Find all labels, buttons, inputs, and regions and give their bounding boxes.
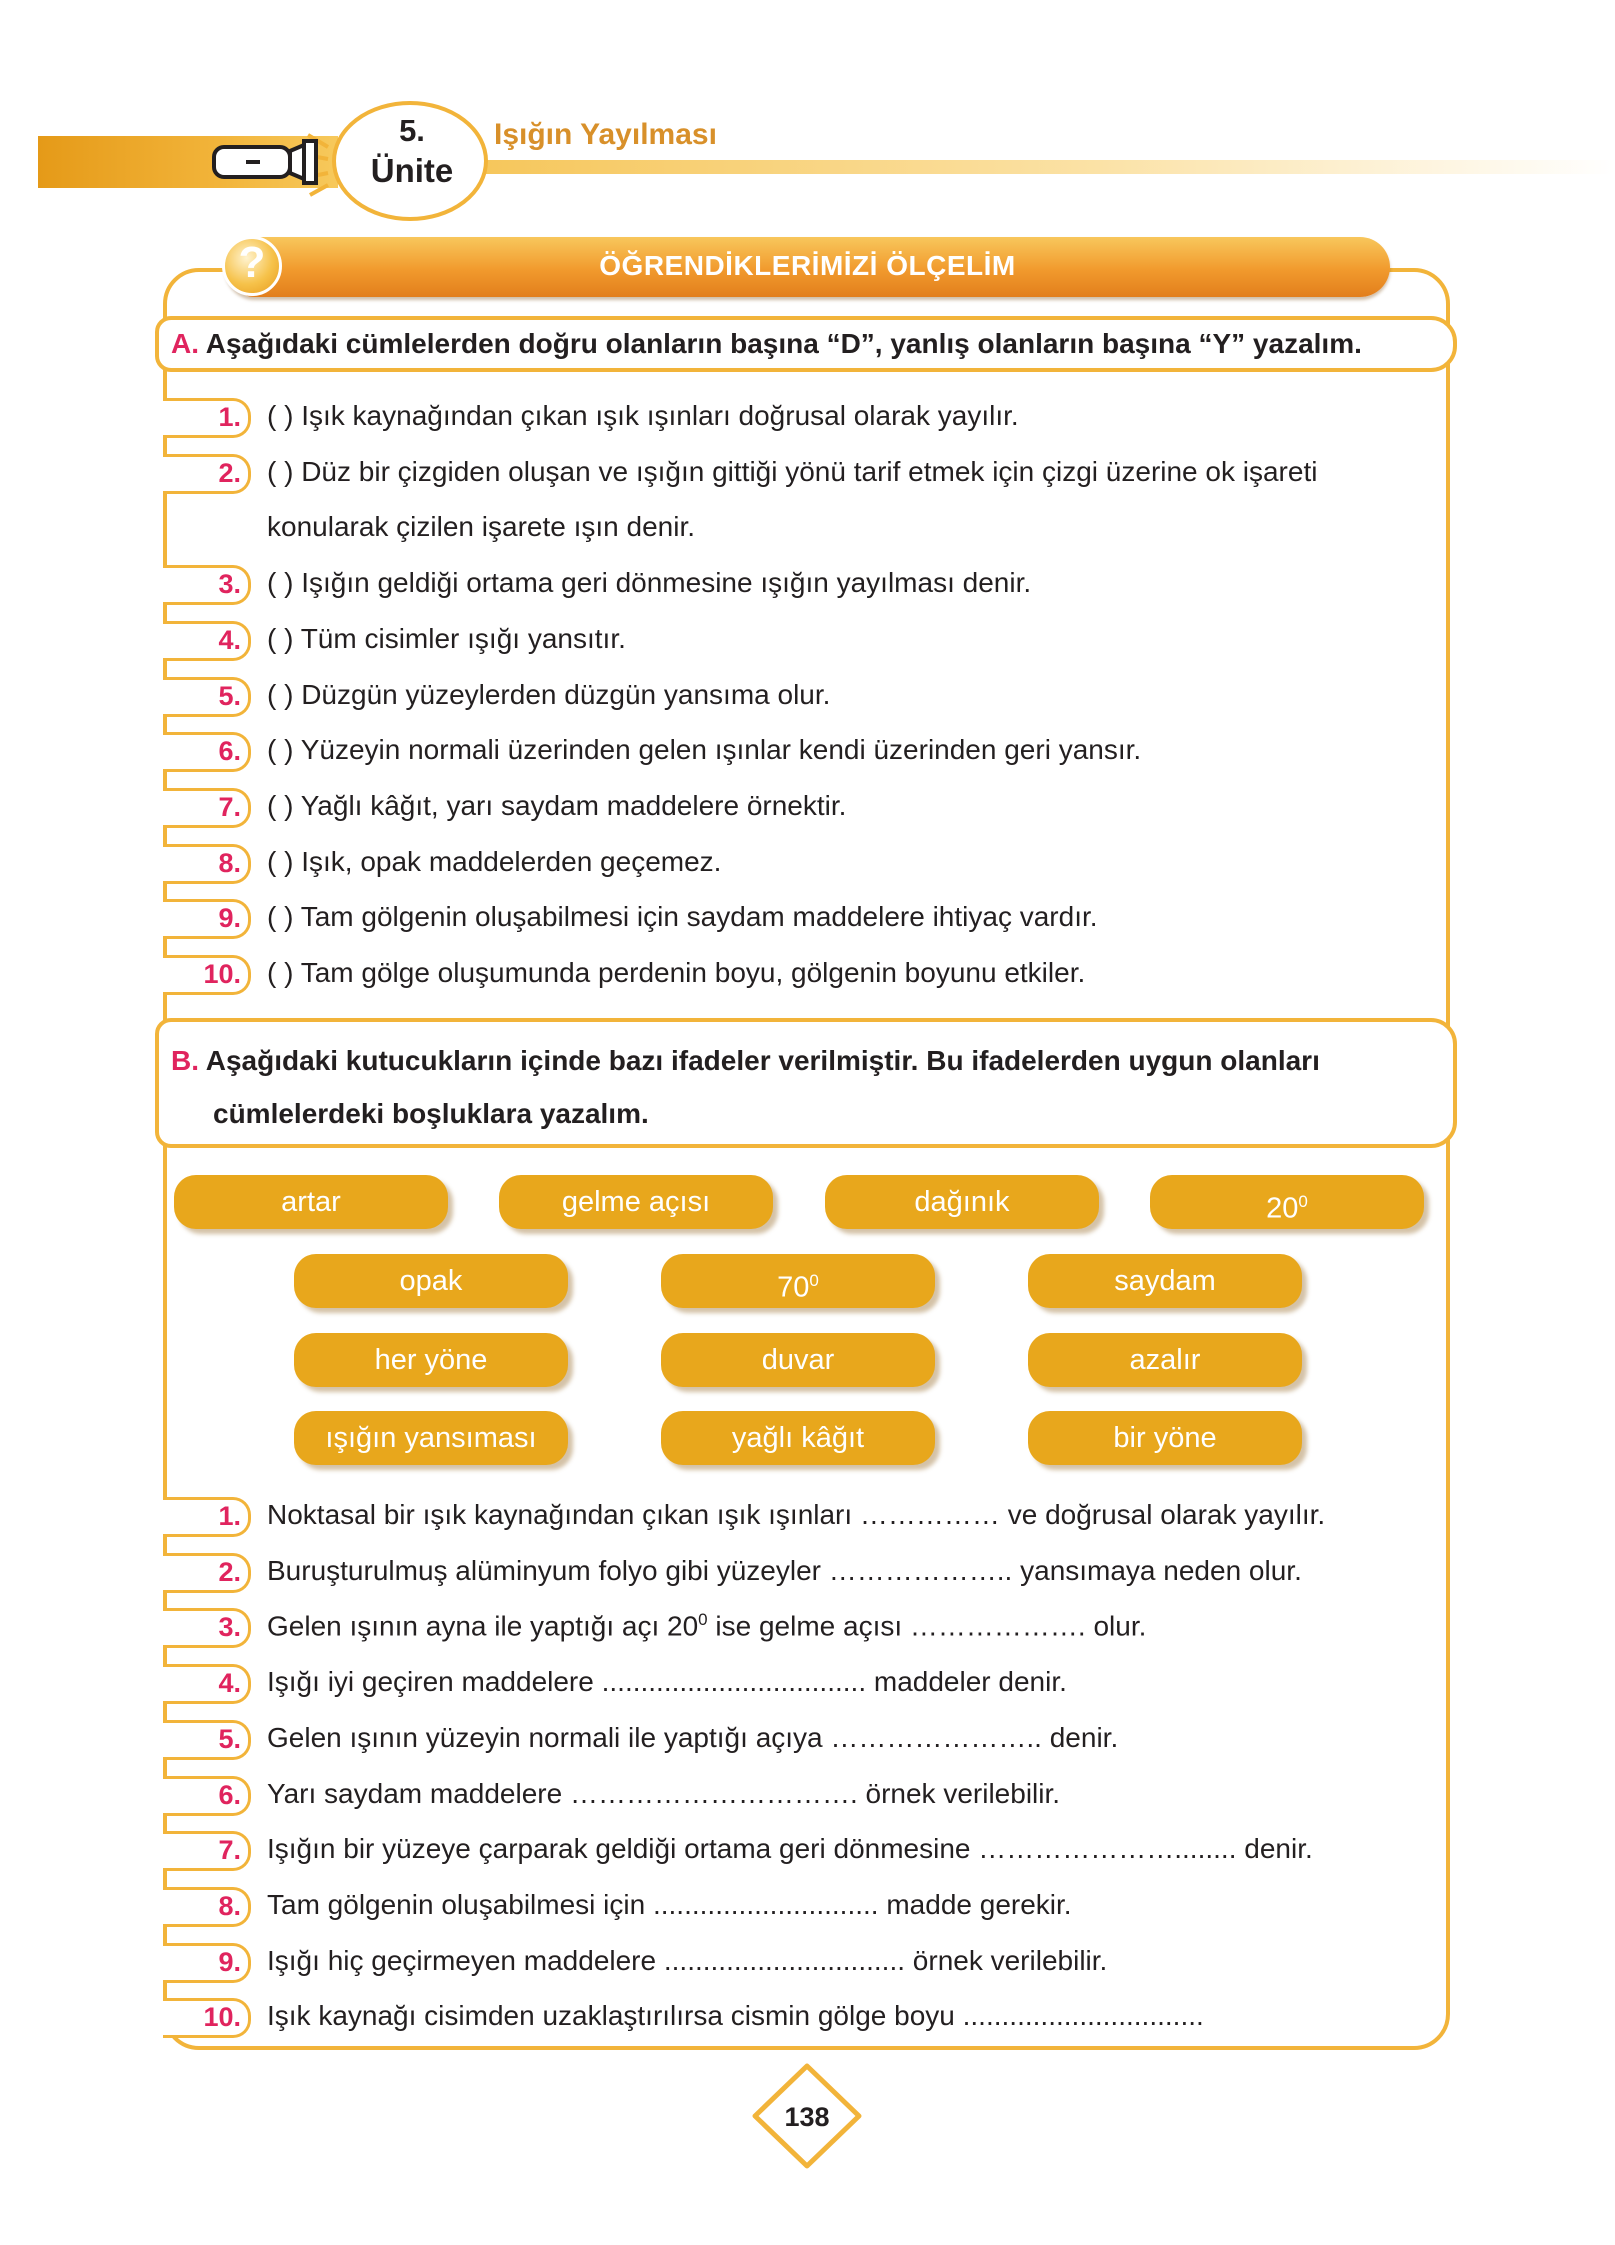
section-b-instruction-line1 <box>171 1045 1320 1077</box>
word-chip <box>499 1175 773 1229</box>
unit-number: 5. <box>399 113 425 148</box>
item-number: 9. <box>218 1946 241 1977</box>
chip-superscript: 0 <box>1298 1192 1308 1211</box>
fill-in-sentence <box>267 1945 1107 1977</box>
item-number: 3. <box>218 1612 241 1643</box>
chip-text: azalır <box>1129 1344 1201 1376</box>
sentence-part: Gelen ışının ayna ile yaptığı açı 20 <box>267 1610 699 1642</box>
sentence-part: Işık kaynağı cisimden uzaklaştırılırsa cismin gölge boyu ............................... <box>267 2000 1204 2032</box>
word-chip <box>294 1411 568 1465</box>
fill-in-sentence <box>267 1555 1302 1587</box>
fill-in-sentence <box>267 1833 1313 1865</box>
word-chip <box>1028 1254 1302 1308</box>
word-chip <box>661 1411 935 1465</box>
chip-text: dağınık <box>914 1186 1010 1218</box>
item-number: 9. <box>218 903 241 934</box>
chip-text: ışığın yansıması <box>325 1422 537 1454</box>
item-number: 1. <box>218 402 241 432</box>
chip-text: duvar <box>761 1344 835 1376</box>
word-chip <box>294 1254 568 1308</box>
item-number: 7. <box>218 1835 241 1866</box>
chip-text: opak <box>399 1265 463 1297</box>
item-number: 1. <box>218 1501 241 1531</box>
section-b-instruction-text-1: Aşağıdaki kutucukların içinde bazı ifadeler verilmiştir. Bu ifadelerden uygun olanları <box>205 1045 1320 1076</box>
item-number: 2. <box>218 457 241 488</box>
item-number: 4. <box>218 624 241 655</box>
fill-in-sentence <box>267 1610 1146 1642</box>
statement-text: ( ) Işık, opak maddelerden geçemez. <box>267 845 722 877</box>
statement-text: ( ) Tüm cisimler ışığı yansıtır. <box>267 622 626 654</box>
topic-title: Işığın Yayılması <box>494 118 717 151</box>
word-chip <box>1150 1175 1424 1229</box>
sentence-part: Buruşturulmuş alüminyum folyo gibi yüzeyler ……………….. yansımaya neden olur. <box>267 1554 1302 1586</box>
statement-text: ( ) Yüzeyin normali üzerinden gelen ışınlar kendi üzerinden geri yansır. <box>267 734 1142 766</box>
page-number: 138 <box>784 2102 830 2132</box>
unit-word: Ünite <box>370 152 454 189</box>
sentence-part: Tam gölgenin oluşabilmesi için ............................. madde gerekir. <box>267 1888 1072 1920</box>
item-number: 7. <box>218 791 241 822</box>
fill-in-sentence <box>267 2000 1204 2032</box>
chip-text: artar <box>281 1186 341 1218</box>
statement-text: ( ) Tam gölgenin oluşabilmesi için saydam maddelere ihtiyaç vardır. <box>267 901 1098 933</box>
question-mark: ? <box>238 238 266 287</box>
statement-text: ( ) Düzgün yüzeylerden düzgün yansıma olur. <box>267 678 831 710</box>
item-number: 3. <box>218 569 241 600</box>
banner-title: ÖĞRENDİKLERİMİZİ ÖLÇELİM <box>599 250 1016 281</box>
item-number: 8. <box>218 847 241 878</box>
section-a-instruction-text: Aşağıdaki cümlelerden doğru olanların başına “D”, yanlış olanların başına “Y” yazalım. <box>205 328 1362 359</box>
word-chip <box>661 1254 935 1308</box>
section-a-letter: A. <box>171 328 199 359</box>
chip-text: gelme açısı <box>561 1186 711 1218</box>
sentence-superscript: 0 <box>698 1610 708 1630</box>
section-b-instruction-line2: cümlelerdeki boşluklara yazalım. <box>213 1098 649 1129</box>
sentence-part: Noktasal bir ışık kaynağından çıkan ışık ışınları …………… ve doğrusal olarak yayılır. <box>267 1499 1326 1530</box>
statement-text: ( ) Yağlı kâğıt, yarı saydam maddelere örnektir. <box>267 789 847 821</box>
sentence-part: Gelen ışının yüzeyin normali ile yaptığı açıya ………………….. denir. <box>267 1721 1119 1753</box>
fill-in-sentence <box>267 1666 1067 1698</box>
item-number: 2. <box>218 1556 241 1587</box>
chip-text: 20 <box>1266 1192 1299 1225</box>
section-b-letter: B. <box>171 1045 199 1076</box>
chip-text: her yöne <box>374 1344 488 1376</box>
word-chip <box>825 1175 1099 1229</box>
item-number: 4. <box>218 1668 241 1699</box>
fill-in-sentence <box>267 1889 1072 1921</box>
fill-in-sentence <box>267 1778 1060 1810</box>
header-line <box>470 160 1615 174</box>
sentence-part: ise gelme açısı ………………. olur. <box>707 1610 1147 1642</box>
sentence-part: Işığı hiç geçirmeyen maddelere ............................... örnek verilebilir. <box>267 1944 1108 1976</box>
item-number: 10. <box>203 2002 241 2033</box>
item-number: 8. <box>218 1890 241 1921</box>
sentence-part: Işığı iyi geçiren maddelere .................................. maddeler denir. <box>267 1666 1067 1698</box>
item-number: 5. <box>218 680 241 711</box>
item-number: 6. <box>218 1779 241 1810</box>
word-chip <box>174 1175 448 1229</box>
statement-text: konularak çizilen işarete ışın denir. <box>267 511 695 543</box>
statement-text: ( ) Işık kaynağından çıkan ışık ışınları doğrusal olarak yayılır. <box>267 400 1019 431</box>
word-chip <box>1028 1333 1302 1387</box>
statement-text: ( ) Tam gölge oluşumunda perdenin boyu, gölgenin boyunu etkiler. <box>267 957 1086 988</box>
chip-superscript: 0 <box>809 1271 819 1290</box>
chip-text: 70 <box>777 1271 810 1304</box>
word-chip <box>661 1333 935 1387</box>
sentence-part: Işığın bir yüzeye çarparak geldiği ortama geri dönmesine …………………........ denir. <box>267 1833 1313 1865</box>
fill-in-sentence <box>267 1499 1325 1531</box>
statement-text: ( ) Işığın geldiği ortama geri dönmesine ışığın yayılması denir. <box>267 567 1032 599</box>
item-number: 5. <box>218 1723 241 1754</box>
chip-text: saydam <box>1114 1265 1216 1297</box>
sentence-part: Yarı saydam maddelere …………………………. örnek verilebilir. <box>267 1777 1061 1809</box>
chip-text: bir yöne <box>1113 1422 1217 1454</box>
item-number: 10. <box>203 959 241 989</box>
word-chip <box>294 1333 568 1387</box>
word-chip <box>1028 1411 1302 1465</box>
item-number: 6. <box>218 736 241 767</box>
section-a-instruction <box>171 328 1362 360</box>
fill-in-sentence <box>267 1722 1118 1754</box>
chip-text: yağlı kâğıt <box>731 1422 865 1454</box>
statement-text: ( ) Düz bir çizgiden oluşan ve ışığın gittiği yönü tarif etmek için çizgi üzerine ok işareti <box>267 455 1318 487</box>
